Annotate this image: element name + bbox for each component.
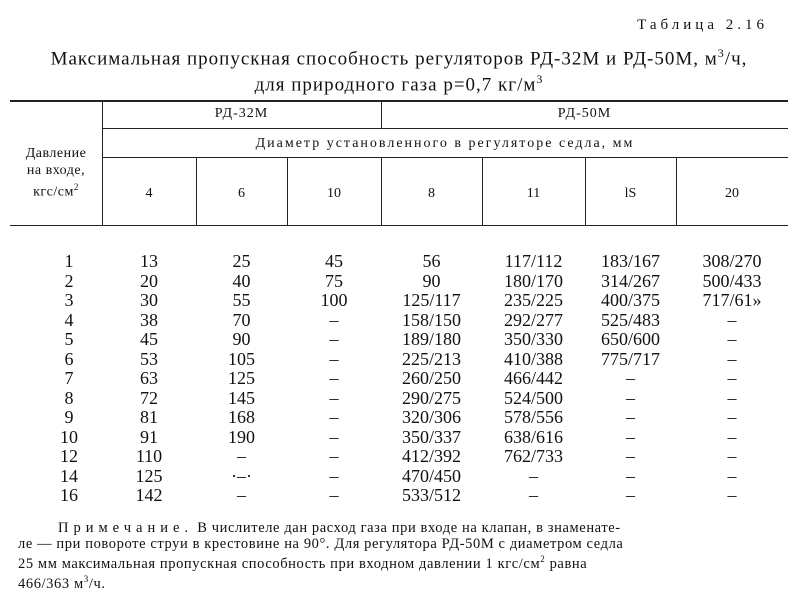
table-cell: – bbox=[329, 348, 339, 369]
table-cell: 30 bbox=[140, 290, 158, 310]
table-cell: 533/512 bbox=[401, 485, 461, 505]
value-column-3 bbox=[287, 252, 381, 506]
table-cell: 168 bbox=[228, 407, 255, 427]
table-cell: 183/167 bbox=[600, 251, 660, 271]
table-cell: 75 bbox=[325, 270, 343, 291]
table-cell: 400/375 bbox=[600, 290, 660, 310]
value-column-1 bbox=[102, 252, 196, 506]
table-cell: 638/616 bbox=[503, 426, 563, 447]
table-cell: 189/180 bbox=[401, 329, 461, 349]
pressure-cell: 3 bbox=[64, 290, 74, 310]
table-note: Примечание. В числителе дан расход газа при входе на клапан, в знаменате- ле — при повороте струи в крестовине на 90°. Для регулятора РД-50М с диаметром седла 25 мм максимальная пропускная способность при входном давлении 1 кгс/$см^2$ равна 466/363 $м^3/ч$. bbox=[18, 520, 624, 593]
column-header-4: 8 bbox=[428, 186, 435, 201]
table-cell: 13 bbox=[140, 251, 158, 271]
table-cell: 320/306 bbox=[401, 407, 461, 427]
table-cell: 235/225 bbox=[503, 290, 563, 310]
value-column-5 bbox=[482, 252, 585, 506]
table-cell: 578/556 bbox=[503, 407, 563, 427]
table-cell: – bbox=[727, 329, 737, 349]
group-header-rd32: РД-32М bbox=[214, 106, 269, 121]
column-header-3: 10 bbox=[327, 186, 341, 201]
table-cell: 117/112 bbox=[504, 251, 563, 271]
table-cell: 125/117 bbox=[402, 290, 461, 310]
pressure-cell: 16 bbox=[60, 485, 78, 505]
group-rule bbox=[102, 128, 788, 129]
pressure-header: Давление на входе, кгс/$см^2$ bbox=[25, 146, 87, 200]
value-column-2 bbox=[196, 252, 287, 506]
table-cell: 45 bbox=[325, 251, 343, 271]
pressure-cell: 6 bbox=[64, 348, 74, 369]
diameter-header: Диаметр установленного в регуляторе седла, мм bbox=[255, 136, 635, 151]
table-cell: – bbox=[727, 446, 737, 466]
table-title bbox=[10, 43, 788, 96]
table-cell: – bbox=[329, 426, 339, 447]
table-cell: ·–· bbox=[231, 465, 252, 486]
diameter-rule bbox=[102, 157, 788, 158]
table-cell: – bbox=[329, 465, 339, 486]
table-cell: 180/170 bbox=[503, 270, 563, 291]
table-cell: – bbox=[727, 348, 737, 369]
table-cell: 314/267 bbox=[600, 270, 660, 291]
table-cell: 260/250 bbox=[401, 368, 461, 388]
table-cell: – bbox=[626, 446, 635, 466]
table-cell: 25 bbox=[232, 251, 251, 271]
table-cell: 762/733 bbox=[503, 446, 563, 466]
table-cell: 145 bbox=[228, 387, 255, 408]
table-cell: – bbox=[727, 309, 737, 330]
value-column-4 bbox=[381, 252, 482, 506]
table-cell: 20 bbox=[140, 270, 158, 291]
column-header-2: 6 bbox=[238, 186, 245, 201]
table-cell: 525/483 bbox=[600, 309, 660, 330]
table-cell: 410/388 bbox=[503, 348, 563, 369]
value-column-6 bbox=[585, 252, 676, 506]
table-cell: 158/150 bbox=[401, 309, 461, 330]
pressure-column bbox=[45, 252, 93, 506]
table-cell: – bbox=[529, 485, 538, 505]
table-cell: – bbox=[727, 426, 737, 447]
table-cell: 90 bbox=[422, 270, 441, 291]
top-rule bbox=[10, 100, 788, 102]
table-cell: 190 bbox=[228, 426, 255, 447]
table-cell: 142 bbox=[135, 485, 163, 505]
table-cell: – bbox=[237, 446, 246, 466]
pressure-cell: 2 bbox=[64, 270, 74, 291]
pressure-cell: 5 bbox=[64, 329, 74, 349]
table-cell: 72 bbox=[140, 387, 158, 408]
table-cell: 90 bbox=[232, 329, 251, 349]
table-cell: 91 bbox=[140, 426, 158, 447]
pressure-cell: 8 bbox=[64, 387, 74, 408]
table-cell: 292/277 bbox=[503, 309, 563, 330]
table-cell: – bbox=[727, 387, 737, 408]
table-cell: – bbox=[626, 387, 635, 408]
table-cell: 40 bbox=[232, 270, 251, 291]
table-cell: – bbox=[626, 426, 635, 447]
table-cell: 38 bbox=[140, 309, 158, 330]
header-bottom-rule bbox=[10, 225, 788, 226]
table-cell: – bbox=[727, 465, 737, 486]
table-cell: 125 bbox=[228, 368, 255, 388]
table-cell: – bbox=[626, 465, 635, 486]
pressure-cell: 12 bbox=[60, 446, 78, 466]
table-cell: 45 bbox=[140, 329, 158, 349]
table-cell: 81 bbox=[140, 407, 158, 427]
table-cell: 350/330 bbox=[503, 329, 563, 349]
table-cell: 350/337 bbox=[401, 426, 461, 447]
table-number: Таблица 2.16 bbox=[637, 17, 768, 33]
table-cell: 110 bbox=[135, 446, 163, 466]
table-cell: 650/600 bbox=[600, 329, 660, 349]
table-cell: – bbox=[626, 407, 635, 427]
pressure-cell: 1 bbox=[64, 251, 74, 271]
table-cell: – bbox=[329, 446, 339, 466]
column-header-5: 11 bbox=[526, 186, 541, 201]
column-header-7: 20 bbox=[725, 186, 739, 201]
table-cell: 56 bbox=[422, 251, 441, 271]
table-cell: 70 bbox=[232, 309, 251, 330]
table-cell: 105 bbox=[228, 348, 255, 369]
table-cell: – bbox=[626, 368, 635, 388]
table-cell: – bbox=[329, 368, 339, 388]
pressure-cell: 9 bbox=[64, 407, 74, 427]
table-cell: – bbox=[237, 485, 246, 505]
pressure-cell: 10 bbox=[60, 426, 78, 447]
table-cell: 55 bbox=[232, 290, 251, 310]
table-cell: 717/61» bbox=[702, 290, 762, 310]
pressure-cell: 4 bbox=[64, 309, 74, 330]
table-cell: 524/500 bbox=[503, 387, 563, 408]
table-cell: – bbox=[329, 407, 339, 427]
table-cell: – bbox=[626, 485, 635, 505]
pressure-cell: 7 bbox=[64, 368, 74, 388]
table-cell: – bbox=[329, 387, 339, 408]
title-line-2: для природного газа р=0,7 $кг/м^3$ bbox=[254, 72, 544, 96]
table-cell: 225/213 bbox=[401, 348, 461, 369]
table-cell: 125 bbox=[135, 465, 163, 486]
table-cell: – bbox=[727, 407, 737, 427]
table-cell: 100 bbox=[320, 290, 348, 310]
capacity-table bbox=[10, 100, 788, 517]
table-cell: – bbox=[727, 368, 737, 388]
table-cell: 500/433 bbox=[702, 270, 762, 291]
table-cell: – bbox=[727, 485, 737, 505]
table-cell: 53 bbox=[140, 348, 158, 369]
table-cell: 412/392 bbox=[401, 446, 461, 466]
table-cell: – bbox=[329, 309, 339, 330]
table-cell: – bbox=[329, 329, 339, 349]
table-cell: 290/275 bbox=[401, 387, 461, 408]
pressure-cell: 14 bbox=[60, 465, 78, 486]
table-cell: 308/270 bbox=[702, 251, 762, 271]
note-prefix: Примечание. bbox=[58, 520, 194, 536]
column-header-6: lS bbox=[624, 186, 637, 201]
table-cell: – bbox=[529, 465, 538, 486]
table-cell: 775/717 bbox=[600, 348, 660, 369]
table-cell: – bbox=[329, 485, 339, 505]
title-line-1: Максимальная пропускная способность регуляторов РД-32М и РД-50М, $м^3/ч$, bbox=[50, 46, 748, 70]
column-header-1: 4 bbox=[145, 186, 153, 201]
value-column-7 bbox=[676, 252, 788, 506]
group-header-rd50: РД-50М bbox=[557, 106, 612, 121]
table-cell: 63 bbox=[140, 368, 158, 388]
table-cell: 466/442 bbox=[503, 368, 563, 388]
table-cell: 470/450 bbox=[401, 465, 461, 486]
